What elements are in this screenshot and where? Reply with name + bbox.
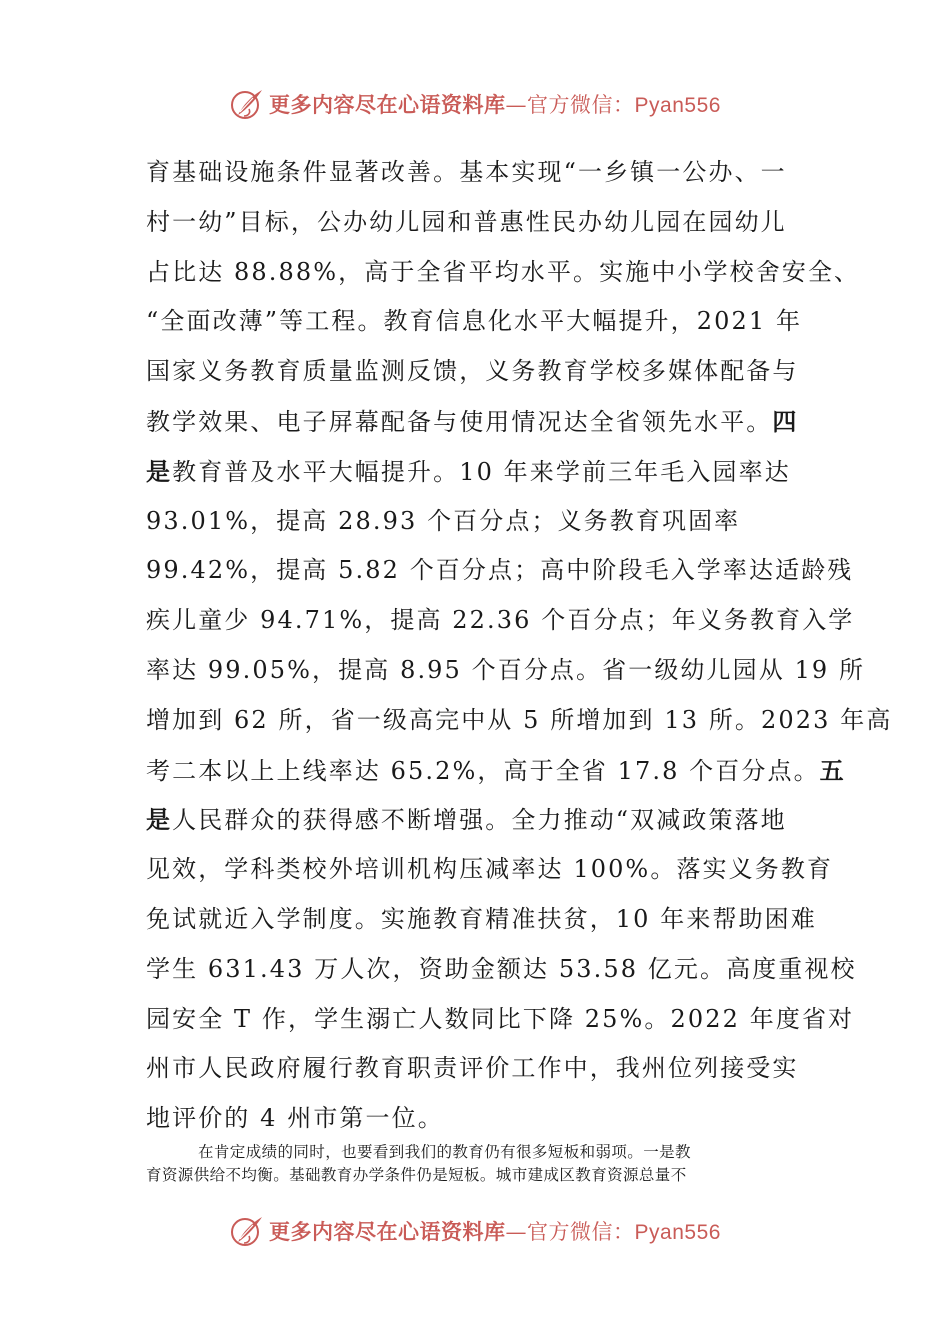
body-line: 93.01%，提高 28.93 个百分点；义务教育巩固率 bbox=[146, 506, 741, 535]
footer-watermark bbox=[0, 1209, 950, 1253]
body-line: 育基础设施条件显著改善。基本实现“一乡镇一公办、一 bbox=[146, 158, 787, 186]
body-line: 疾儿童少 94.71%，提高 22.36 个百分点；年义务教育入学 bbox=[146, 606, 855, 635]
body-line: 国家义务教育质量监测反馈，义务教育学校多媒体配备与 bbox=[146, 357, 799, 386]
body-line: 是人民群众的获得感不断增强。全力推动“双减政策落地 bbox=[146, 805, 787, 835]
body-line: 是教育普及水平大幅提升。10 年来学前三年毛入园率达 bbox=[146, 456, 791, 486]
watermark-separator: — bbox=[505, 1220, 528, 1244]
section-marker-shi: 是 bbox=[146, 805, 173, 835]
body-line: 园安全 T 作，学生溺亡人数同比下降 25%。2022 年度省对 bbox=[146, 1004, 855, 1033]
small-line: 在肯定成绩的同时，也要看到我们的教育仍有很多短板和弱项。一是教 bbox=[198, 1143, 691, 1161]
header-watermark bbox=[0, 82, 950, 126]
quill-logo-icon bbox=[229, 86, 265, 122]
watermark-brand: 更多内容尽在心语资料库 bbox=[269, 92, 506, 117]
body-line: 占比达 88.88%，高于全省平均水平。实施中小学校舍安全、 bbox=[146, 257, 861, 286]
body-line: 教学效果、电子屏幕配备与使用情况达全省领先水平。四 bbox=[146, 406, 799, 436]
body-line: 学生 631.43 万人次，资助金额达 53.58 亿元。高度重视校 bbox=[146, 954, 857, 983]
section-marker-five: 五 bbox=[819, 755, 846, 785]
section-marker-shi: 是 bbox=[146, 456, 173, 486]
body-line: 地评价的 4 州市第一位。 bbox=[146, 1104, 444, 1133]
body-line: 免试就近入学制度。实施教育精准扶贫，10 年来帮助困难 bbox=[146, 904, 817, 933]
watermark-label: 官方微信： bbox=[527, 93, 635, 117]
body-line: “全面改薄”等工程。教育信息化水平大幅提升，2021 年 bbox=[146, 307, 803, 336]
watermark-wechat-id: Pyan556 bbox=[634, 1221, 721, 1244]
body-line: 见效，学科类校外培训机构压减率达 100%。落实义务教育 bbox=[146, 855, 834, 884]
body-line: 村一幼”目标，公办幼儿园和普惠性民办幼儿园在园幼儿 bbox=[146, 207, 787, 236]
body-line: 增加到 62 所，省一级高完中从 5 所增加到 13 所。2023 年高 bbox=[146, 705, 893, 734]
body-line: 州市人民政府履行教育职责评价工作中，我州位列接受实 bbox=[146, 1054, 799, 1083]
body-line: 率达 99.05%，提高 8.95 个百分点。省一级幼儿园从 19 所 bbox=[146, 655, 866, 684]
section-marker-four: 四 bbox=[772, 406, 799, 436]
small-line: 育资源供给不均衡。基础教育办学条件仍是短板。城市建成区教育资源总量不 bbox=[146, 1166, 687, 1184]
watermark-label: 官方微信： bbox=[527, 1220, 635, 1244]
document-body bbox=[146, 148, 893, 1144]
body-line: 99.42%，提高 5.82 个百分点；高中阶段毛入学率达适龄残 bbox=[146, 556, 854, 585]
continuation-paragraph bbox=[146, 1141, 826, 1187]
body-line: 考二本以上上线率达 65.2%，高于全省 17.8 个百分点。五 bbox=[146, 755, 846, 785]
watermark-separator: — bbox=[505, 93, 528, 117]
watermark-brand: 更多内容尽在心语资料库 bbox=[269, 1219, 506, 1244]
quill-logo-icon bbox=[229, 1213, 265, 1249]
watermark-wechat-id: Pyan556 bbox=[634, 94, 721, 117]
